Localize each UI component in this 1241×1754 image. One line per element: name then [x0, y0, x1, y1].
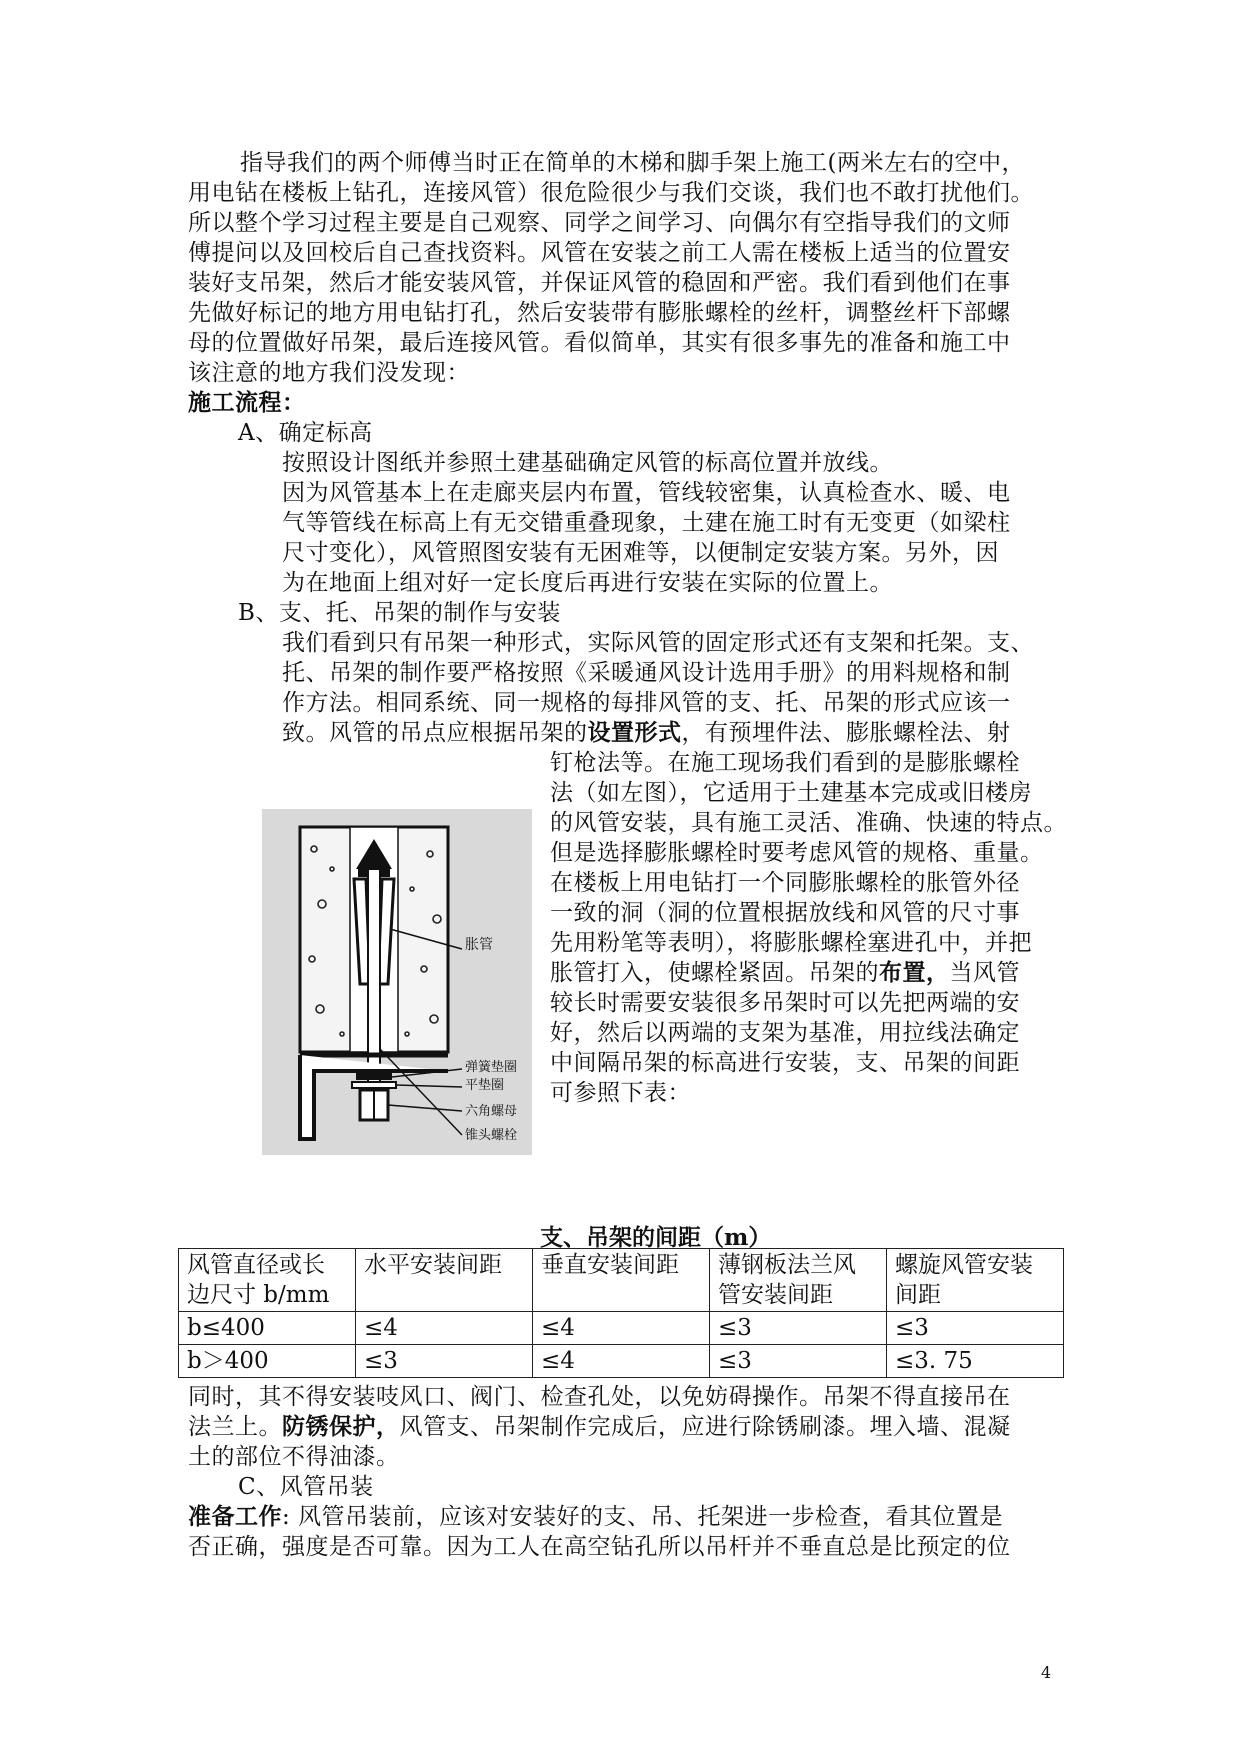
section-a-title: A、确定标高: [238, 420, 373, 446]
section-b-wrap-line: 在楼板上用电钻打一个同膨胀螺栓的胀管外径: [550, 870, 1020, 896]
body-line: 同时，其不得安装吱风口、阀门、检查孔处，以免妨碍操作。吊架不得直接吊在: [188, 1384, 1011, 1410]
section-b-wrap-line: 先用粉笔等表明），将膨胀螺栓塞进孔中，并把: [550, 930, 1032, 956]
body-line: 装好支吊架，然后才能安装风管，并保证风管的稳固和严密。我们看到他们在事: [188, 270, 1011, 296]
emphasis-text: 设置形式: [587, 719, 682, 746]
section-b-line: 作方法。相同系统、同一规格的每排风管的支、托、吊架的形式应该一: [282, 690, 1011, 716]
section-a-line: 气等管线在标高上有无交错重叠现象，土建在施工时有无变更（如梁柱: [282, 510, 1011, 536]
header-text: 薄钢板法兰风: [718, 1252, 856, 1278]
figure-label: 平垫圈: [465, 1078, 505, 1093]
table-cell: ≤3: [887, 1312, 1064, 1345]
section-c-title: C、风管吊装: [238, 1474, 374, 1500]
table-row: [179, 1312, 1064, 1345]
body-line: 母的位置做好吊架，最后连接风管。看似简单，其实有很多事先的准备和施工中: [188, 330, 1011, 356]
text-run: 当风管: [949, 960, 1020, 986]
header-text: 水平安装间距: [364, 1252, 502, 1278]
header-cell: [533, 1249, 710, 1312]
section-b-title: B、支、托、吊架的制作与安装: [238, 600, 561, 626]
section-b-wrap-line: 中间隔吊架的标高进行安装，支、吊架的间距: [550, 1050, 1020, 1076]
expansion-bolt-diagram: [262, 809, 532, 1155]
header-text: 管安装间距: [718, 1282, 833, 1308]
section-b-wrap-line: 但是选择膨胀螺栓时要考虑风管的规格、重量。: [550, 840, 1044, 866]
text-run: ，有预埋件法、膨胀螺栓法、射: [681, 720, 1011, 746]
emphasis-text: 布置，: [879, 959, 950, 986]
table-cell: ≤3: [710, 1345, 887, 1378]
figure-label: 弹簧垫圈: [465, 1060, 518, 1075]
emphasis-text: 防锈保护，: [282, 1413, 400, 1440]
flow-heading: 施工流程：: [188, 389, 306, 416]
header-cell: [179, 1249, 356, 1312]
header-cell: [887, 1249, 1064, 1312]
body-line: [188, 1502, 1003, 1532]
body-line: 指导我们的两个师傅当时正在简单的木梯和脚手架上施工(两米左右的空中，: [240, 150, 1025, 176]
body-line: 土的部位不得油漆。: [188, 1444, 400, 1470]
table-cell: ≤3: [710, 1312, 887, 1345]
spacing-table: [178, 1248, 1064, 1378]
section-b-line: [282, 718, 1011, 748]
expansion-bolt-figure: [262, 809, 532, 1155]
figure-label: 胀管: [465, 937, 493, 953]
section-b-wrap-line: 法（如左图），它适用于土建基本完成或旧楼房: [550, 780, 1032, 806]
section-a-line: 因为风管基本上在走廊夹层内布置，管线较密集，认真检查水、暖、电: [282, 480, 1011, 506]
text-run: 致。风管的吊点应根据吊架的: [282, 720, 588, 746]
text-run: 风管支、吊架制作完成后，应进行除锈刷漆。埋入墙、混凝: [399, 1414, 1011, 1440]
section-a-line: 尺寸变化），风管照图安装有无困难等，以便制定安装方案。另外，因: [282, 540, 999, 566]
body-line: 该注意的地方我们没发现：: [188, 360, 470, 386]
section-b-wrap-line: [550, 958, 1020, 988]
header-text: 垂直安装间距: [541, 1252, 679, 1278]
section-b-wrap-line: 钉枪法等。在施工现场我们看到的是膨胀螺栓: [550, 750, 1020, 776]
table-header-row: [179, 1249, 1064, 1312]
section-b-wrap-line: 一致的洞（洞的位置根据放线和风管的尺寸事: [550, 900, 1020, 926]
header-text: 风管直径或长: [187, 1252, 325, 1278]
table-cell: ≤3: [356, 1345, 533, 1378]
table-cell: b≤400: [179, 1312, 356, 1345]
header-cell: [710, 1249, 887, 1312]
body-line: [188, 1412, 1011, 1442]
header-text: 螺旋风管安装: [895, 1252, 1033, 1278]
header-text: 间距: [895, 1282, 941, 1308]
table-cell: ≤3. 75: [887, 1345, 1064, 1378]
page-number: 4: [1041, 1663, 1052, 1682]
table-cell: b＞400: [179, 1345, 356, 1378]
table-cell: ≤4: [356, 1312, 533, 1345]
figure-label: 六角螺母: [465, 1104, 518, 1119]
section-a-line: 按照设计图纸并参照土建基础确定风管的标高位置并放线。: [282, 450, 893, 476]
text-run: 胀管打入，使螺栓紧固。吊架的: [550, 960, 879, 986]
section-b-wrap-line: 的风管安装，具有施工灵活、准确、快速的特点。: [550, 810, 1067, 836]
emphasis-text: 准备工作: [188, 1503, 282, 1530]
section-a-line: 为在地面上组对好一定长度后再进行安装在实际的位置上。: [282, 570, 893, 596]
section-b-line: 我们看到只有吊架一种形式，实际风管的固定形式还有支架和托架。支、: [282, 630, 1034, 656]
text-run: : 风管吊装前，应该对安装好的支、吊、托架进一步检查，看其位置是: [282, 1504, 1004, 1530]
body-line: 用电钻在楼板上钻孔，连接风管）很危险很少与我们交谈，我们也不敢打扰他们。: [188, 180, 1034, 206]
figure-label: 锥头螺栓: [465, 1128, 518, 1143]
header-cell: [356, 1249, 533, 1312]
text-run: 法兰上。: [188, 1414, 282, 1440]
table-cell: ≤4: [533, 1312, 710, 1345]
body-line: 傅提问以及回校后自己查找资料。风管在安装之前工人需在楼板上适当的位置安: [188, 240, 1011, 266]
body-line: 否正确，强度是否可靠。因为工人在高空钻孔所以吊杆并不垂直总是比预定的位: [188, 1534, 1011, 1560]
section-b-wrap-line: 可参照下表：: [550, 1080, 691, 1106]
table-row: [179, 1345, 1064, 1378]
section-b-wrap-line: 较长时需要安装很多吊架时可以先把两端的安: [550, 990, 1020, 1016]
table-cell: ≤4: [533, 1345, 710, 1378]
body-line: 先做好标记的地方用电钻打孔，然后安装带有膨胀螺栓的丝杆，调整丝杆下部螺: [188, 300, 1011, 326]
section-b-line: 托、吊架的制作要严格按照《采暖通风设计选用手册》的用料规格和制: [282, 660, 1011, 686]
body-line: 所以整个学习过程主要是自己观察、同学之间学习、向偶尔有空指导我们的文师: [188, 210, 1011, 236]
table-caption: 支、吊架的间距（m）: [540, 1224, 772, 1251]
header-text: 边尺寸 b/mm: [187, 1282, 330, 1308]
section-b-wrap-line: 好，然后以两端的支架为基准，用拉线法确定: [550, 1020, 1020, 1046]
